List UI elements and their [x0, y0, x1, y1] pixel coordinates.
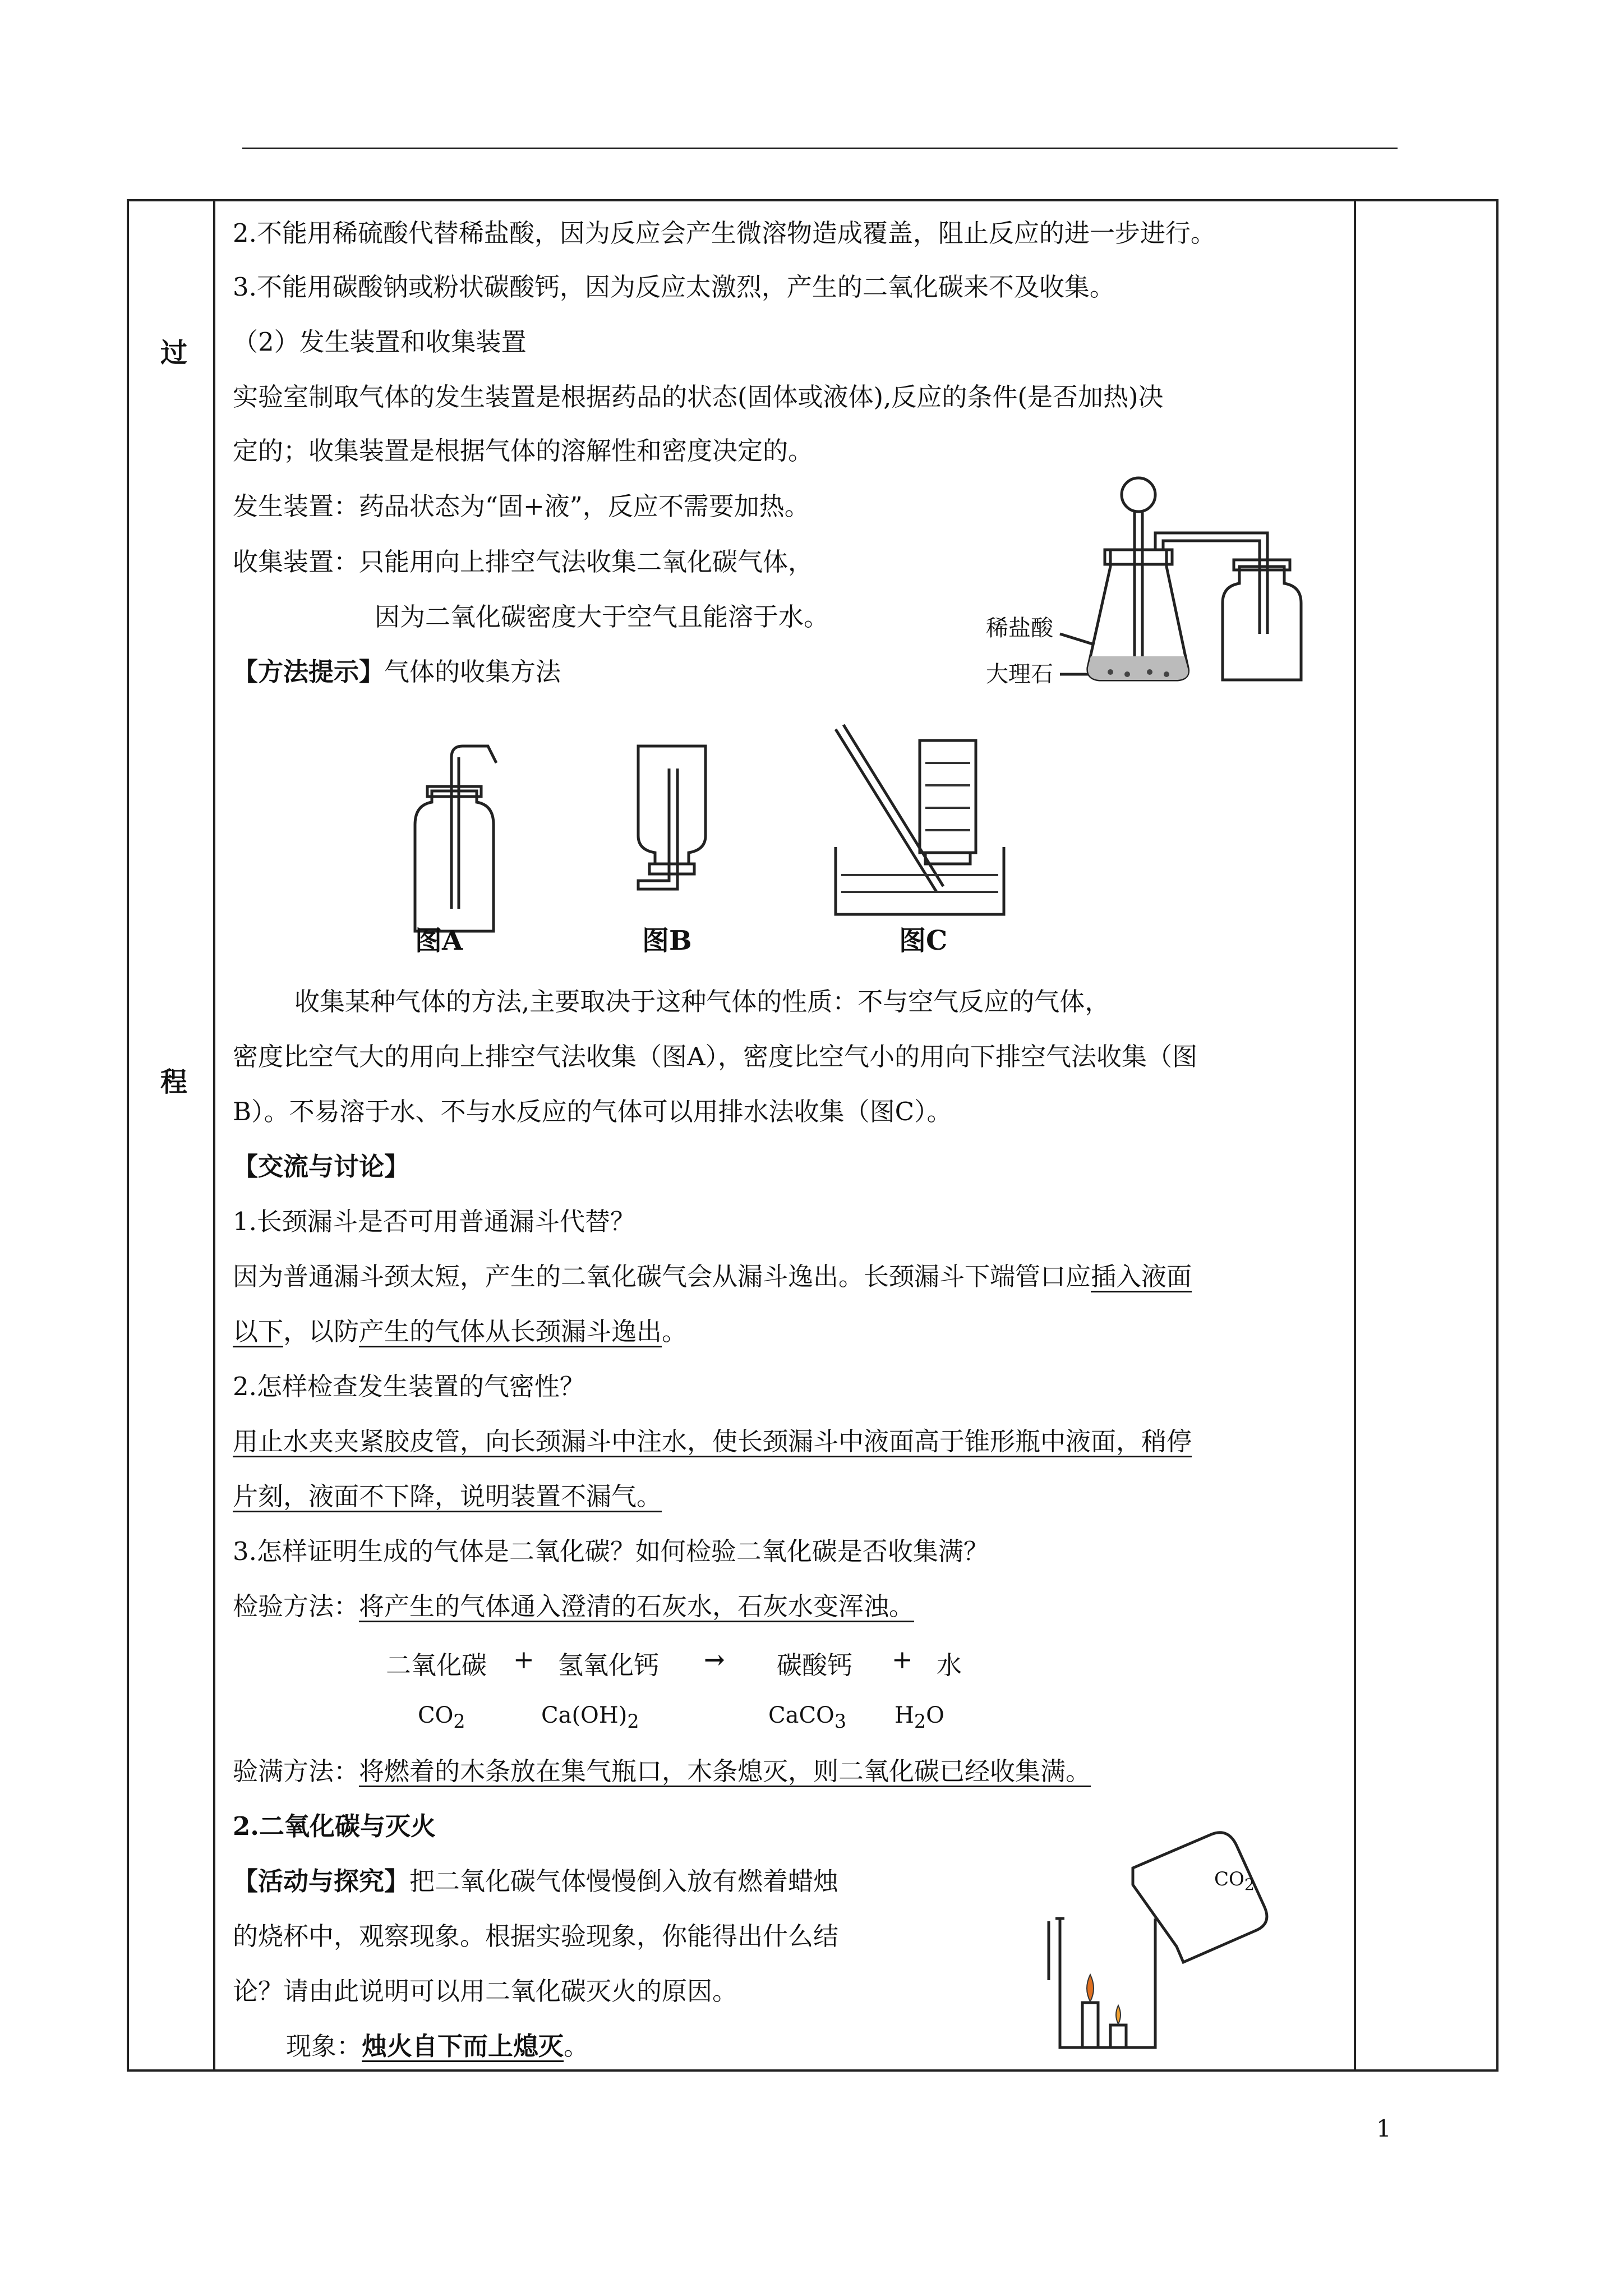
- eq-word-product-2: 水: [937, 1650, 962, 1680]
- table-divider-right: [1354, 199, 1356, 2072]
- text-line: [233, 1755, 1091, 1788]
- text-line: [233, 1260, 1192, 1294]
- eq-arrow: →: [704, 1645, 725, 1674]
- page-number: 1: [1376, 2115, 1391, 2142]
- co2-pouring-candle-figure: [1043, 1823, 1279, 2059]
- text-line: 因为二氧化碳密度大于空气且能溶于水。: [375, 602, 829, 632]
- answer-span: 插入液面: [1091, 1262, 1192, 1291]
- answer-line: 用止水夹夹紧胶皮管，向长颈漏斗中注水，使长颈漏斗中液面高于锥形瓶中液面，稍停: [233, 1427, 1192, 1456]
- eq-formula-caco3: [768, 1703, 846, 1732]
- text-line: 定的；收集装置是根据气体的溶解性和密度决定的。: [233, 436, 814, 466]
- eq-formula-co2: [418, 1703, 465, 1732]
- caption-figure-b: 图B: [642, 925, 692, 956]
- text-span: H: [895, 1703, 914, 1728]
- text-line: 收集装置：只能用向上排空气法收集二氧化碳气体，: [233, 547, 814, 577]
- answer-span: 将燃着的木条放在集气瓶口，木条熄灭，则二氧化碳已经收集满。: [359, 1756, 1091, 1786]
- text-span: 把二氧化碳气体慢慢倒入放有燃着蜡烛: [409, 1866, 839, 1896]
- text-line: 2.怎样检查发生装置的气密性？: [233, 1372, 585, 1401]
- figure-c-water-displacement: [824, 724, 1026, 937]
- eq-formula-caoh2: [541, 1703, 639, 1732]
- method-tip-heading: 【方法提示】: [233, 657, 385, 687]
- text-line: 实验室制取气体的发生装置是根据药品的状态(固体或液体),反应的条件(是否加热)决: [233, 382, 1164, 412]
- text-line: 1.长颈漏斗是否可用普通漏斗代替？: [233, 1207, 635, 1236]
- text-line: 发生装置：药品状态为“固+液”，反应不需要加热。: [233, 491, 810, 521]
- answer-line: 片刻，液面不下降，说明装置不漏气。: [233, 1481, 662, 1511]
- text-line: 3.怎样证明生成的气体是二氧化碳？如何检验二氧化碳是否收集满？: [233, 1536, 989, 1566]
- subscript: 2: [453, 1710, 465, 1732]
- subscript: 2: [914, 1710, 926, 1732]
- label-marble: 大理石: [986, 661, 1053, 687]
- text-line: 密度比空气大的用向上排空气法收集（图A），密度比空气小的用向下排空气法收集（图: [233, 1042, 1198, 1071]
- section-heading: 2.二氧化碳与灭火: [233, 1811, 436, 1841]
- side-label-top: 过: [160, 337, 187, 369]
- caption-figure-c: 图C: [899, 925, 948, 956]
- eq-formula-h2o: [895, 1703, 944, 1732]
- subscript: 3: [834, 1710, 847, 1732]
- text-span: CO: [1214, 1868, 1244, 1890]
- eq-word-product-1: 碳酸钙: [777, 1650, 853, 1680]
- text-line: 的烧杯中，观察现象。根据实验现象，你能得出什么结: [233, 1921, 839, 1951]
- text-span: 现象：: [286, 2031, 362, 2061]
- side-label-bottom: 程: [160, 1066, 187, 1098]
- method-tip-text: 气体的收集方法: [384, 657, 561, 687]
- text-line: [233, 1315, 687, 1349]
- text-span: 因为普通漏斗颈太短，产生的二氧化碳气会从漏斗逸出。长颈漏斗下端管口应: [233, 1262, 1091, 1291]
- answer-span: 产生的气体从长颈漏斗逸出: [359, 1317, 662, 1346]
- subscript: 2: [627, 1710, 639, 1732]
- text-line: [286, 2030, 589, 2063]
- eq-word-plus-2: +: [892, 1645, 913, 1674]
- text-span: CaCO: [768, 1703, 834, 1728]
- text-span: CO: [418, 1703, 454, 1728]
- eq-word-plus-1: +: [513, 1645, 534, 1674]
- figure-a-upward-air-displacement: [409, 740, 510, 942]
- activity-heading: 【活动与探究】: [233, 1866, 410, 1896]
- text-line: 论？请由此说明可以用二氧化碳灭火的原因。: [233, 1976, 738, 2006]
- text-span: 。: [662, 1317, 688, 1346]
- text-span: O: [926, 1703, 944, 1728]
- answer-span: 烛火自下而上熄灭: [362, 2031, 564, 2061]
- text-line: [233, 655, 561, 689]
- text-line: 2.不能用稀硫酸代替稀盐酸，因为反应会产生微溶物造成覆盖，阻止反应的进一步进行。: [233, 218, 1216, 248]
- text-line: B）。不易溶于水、不与水反应的气体可以用排水法收集（图C）。: [233, 1097, 952, 1126]
- subscript: 2: [1244, 1875, 1255, 1894]
- text-line: 3.不能用碳酸钠或粉状碳酸钙，因为反应太激烈，产生的二氧化碳来不及收集。: [233, 272, 1115, 302]
- caption-figure-a: 图A: [415, 925, 463, 956]
- table-divider-left: [213, 199, 215, 2072]
- text-line: [233, 1590, 914, 1623]
- answer-span: 以下: [233, 1317, 284, 1346]
- text-span: Ca(OH): [541, 1703, 628, 1728]
- discussion-heading: 【交流与讨论】: [233, 1152, 410, 1181]
- eq-word-reactant-1: 二氧化碳: [386, 1650, 487, 1680]
- text-span: 检验方法：: [233, 1591, 359, 1621]
- text-line: 收集某种气体的方法,主要取决于这种气体的性质：不与空气反应的气体，: [294, 987, 1110, 1016]
- eq-word-reactant-2: 氢氧化钙: [558, 1650, 660, 1680]
- text-span: 。: [564, 2031, 589, 2061]
- figure-b-downward-air-displacement: [627, 735, 728, 903]
- text-span: ，以防: [283, 1317, 359, 1346]
- co2-bottle-label: [1214, 1862, 1255, 1902]
- text-line: （2）发生装置和收集装置: [233, 327, 527, 357]
- answer-span: 将产生的气体通入澄清的石灰水，石灰水变浑浊。: [359, 1591, 915, 1621]
- label-dilute-hcl: 稀盐酸: [986, 615, 1053, 641]
- text-line: [233, 1865, 838, 1898]
- header-rule: [242, 148, 1398, 149]
- text-span: 验满方法：: [233, 1756, 359, 1786]
